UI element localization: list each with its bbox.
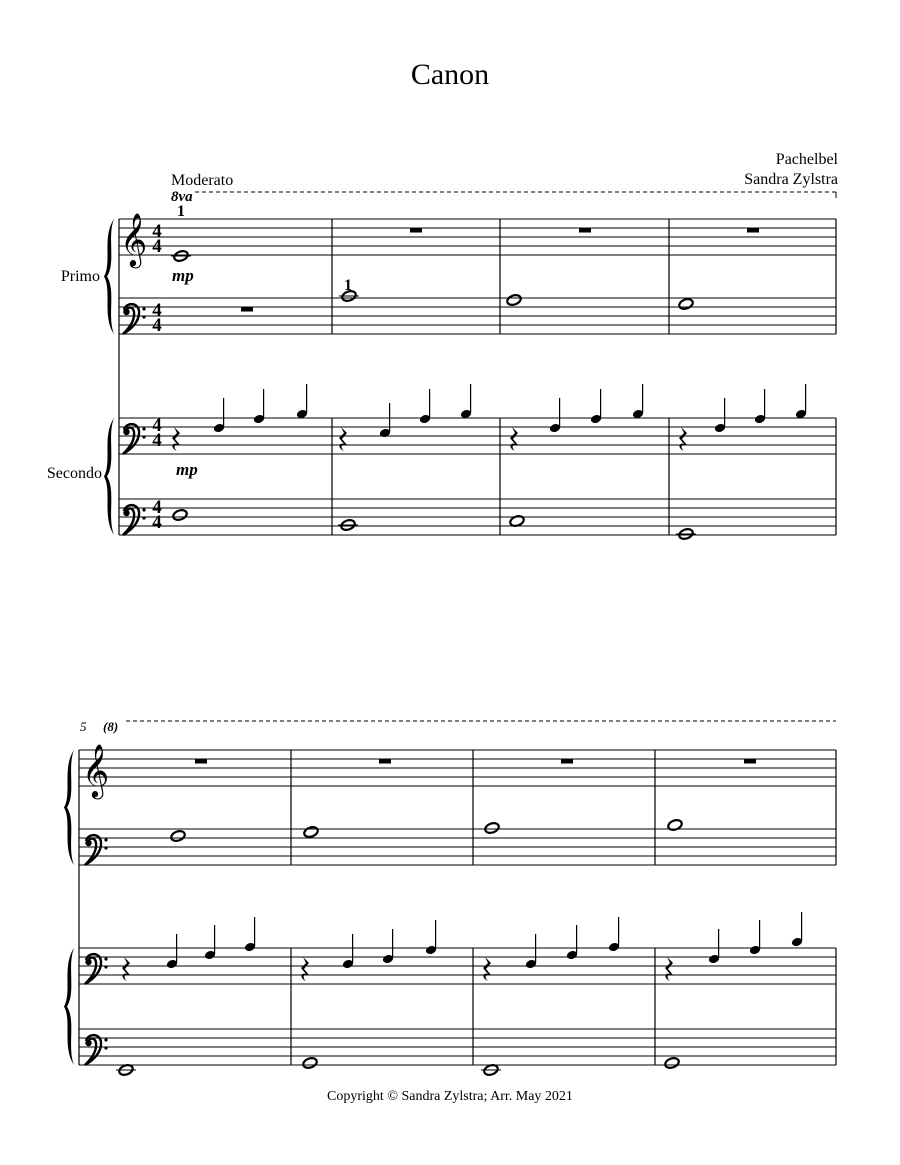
quarter-rest bbox=[679, 427, 687, 451]
quarter-rest bbox=[665, 957, 673, 981]
time-sig-top: 4 bbox=[152, 300, 162, 321]
ottava-mark: 8va bbox=[171, 189, 193, 205]
quarter-rest bbox=[510, 427, 518, 451]
tempo-marking: Moderato bbox=[171, 172, 234, 189]
dynamic-mp-primo: mp bbox=[172, 266, 194, 285]
ottava-line-system-2 bbox=[103, 719, 836, 734]
whole-note bbox=[302, 1056, 318, 1069]
time-sig-top: 4 bbox=[152, 221, 162, 242]
time-sig-bottom: 4 bbox=[152, 430, 162, 451]
quarter-rest bbox=[339, 427, 347, 451]
time-sig-bottom: 4 bbox=[152, 236, 162, 257]
bass-clef-icon bbox=[85, 954, 108, 984]
piece-title: Canon bbox=[410, 58, 490, 91]
whole-note bbox=[664, 1056, 680, 1069]
bass-clef-icon bbox=[85, 1035, 108, 1065]
measure-number: 5 bbox=[80, 719, 87, 734]
part-name-primo: Primo bbox=[60, 268, 100, 285]
fingering-primo-lh: 1 bbox=[344, 277, 352, 294]
whole-note bbox=[170, 829, 186, 842]
bass-clef-icon bbox=[85, 835, 108, 865]
staff-layer bbox=[64, 212, 836, 1077]
whole-note bbox=[506, 293, 522, 306]
arranger-name: Sandra Zylstra bbox=[744, 171, 838, 188]
quarter-rest bbox=[172, 427, 180, 451]
time-sig-top: 4 bbox=[152, 497, 162, 518]
whole-rest bbox=[579, 228, 591, 233]
whole-rest bbox=[410, 228, 422, 233]
whole-rest bbox=[747, 228, 759, 233]
part-name-secondo: Secondo bbox=[46, 465, 102, 482]
ottava-continued-mark: (8) bbox=[103, 719, 119, 734]
bass-clef-icon bbox=[123, 304, 146, 334]
quarter-rest bbox=[483, 957, 491, 981]
whole-rest bbox=[379, 759, 391, 764]
composer-name: Pachelbel bbox=[775, 151, 838, 168]
whole-note bbox=[678, 297, 694, 310]
brace-icon bbox=[104, 418, 114, 535]
brace-icon bbox=[64, 750, 74, 865]
brace-icon bbox=[104, 219, 114, 334]
quarter-rest bbox=[301, 957, 309, 981]
treble-clef-icon: 𝄞 bbox=[82, 743, 110, 797]
whole-rest bbox=[561, 759, 573, 764]
whole-rest bbox=[241, 307, 253, 312]
time-signatures bbox=[152, 221, 162, 533]
dynamic-mp-secondo: mp bbox=[176, 460, 198, 479]
whole-rest bbox=[744, 759, 756, 764]
whole-note bbox=[484, 821, 500, 834]
time-sig-bottom: 4 bbox=[152, 512, 162, 533]
whole-note bbox=[667, 818, 683, 831]
quarter-rest bbox=[122, 957, 130, 981]
time-sig-bottom: 4 bbox=[152, 315, 162, 336]
bass-clef-icon bbox=[123, 424, 146, 454]
ottava-line-system-1 bbox=[171, 189, 836, 205]
bass-clef-icon bbox=[123, 505, 146, 535]
copyright-notice: Copyright © Sandra Zylstra; Arr. May 2021 bbox=[327, 1089, 573, 1104]
time-sig-top: 4 bbox=[152, 415, 162, 436]
whole-note bbox=[303, 825, 319, 838]
treble-clef-icon: 𝄞 bbox=[120, 212, 148, 266]
fingering-primo-rh: 1 bbox=[177, 203, 185, 220]
whole-rest bbox=[195, 759, 207, 764]
whole-note bbox=[172, 508, 188, 521]
brace-icon bbox=[64, 948, 74, 1065]
